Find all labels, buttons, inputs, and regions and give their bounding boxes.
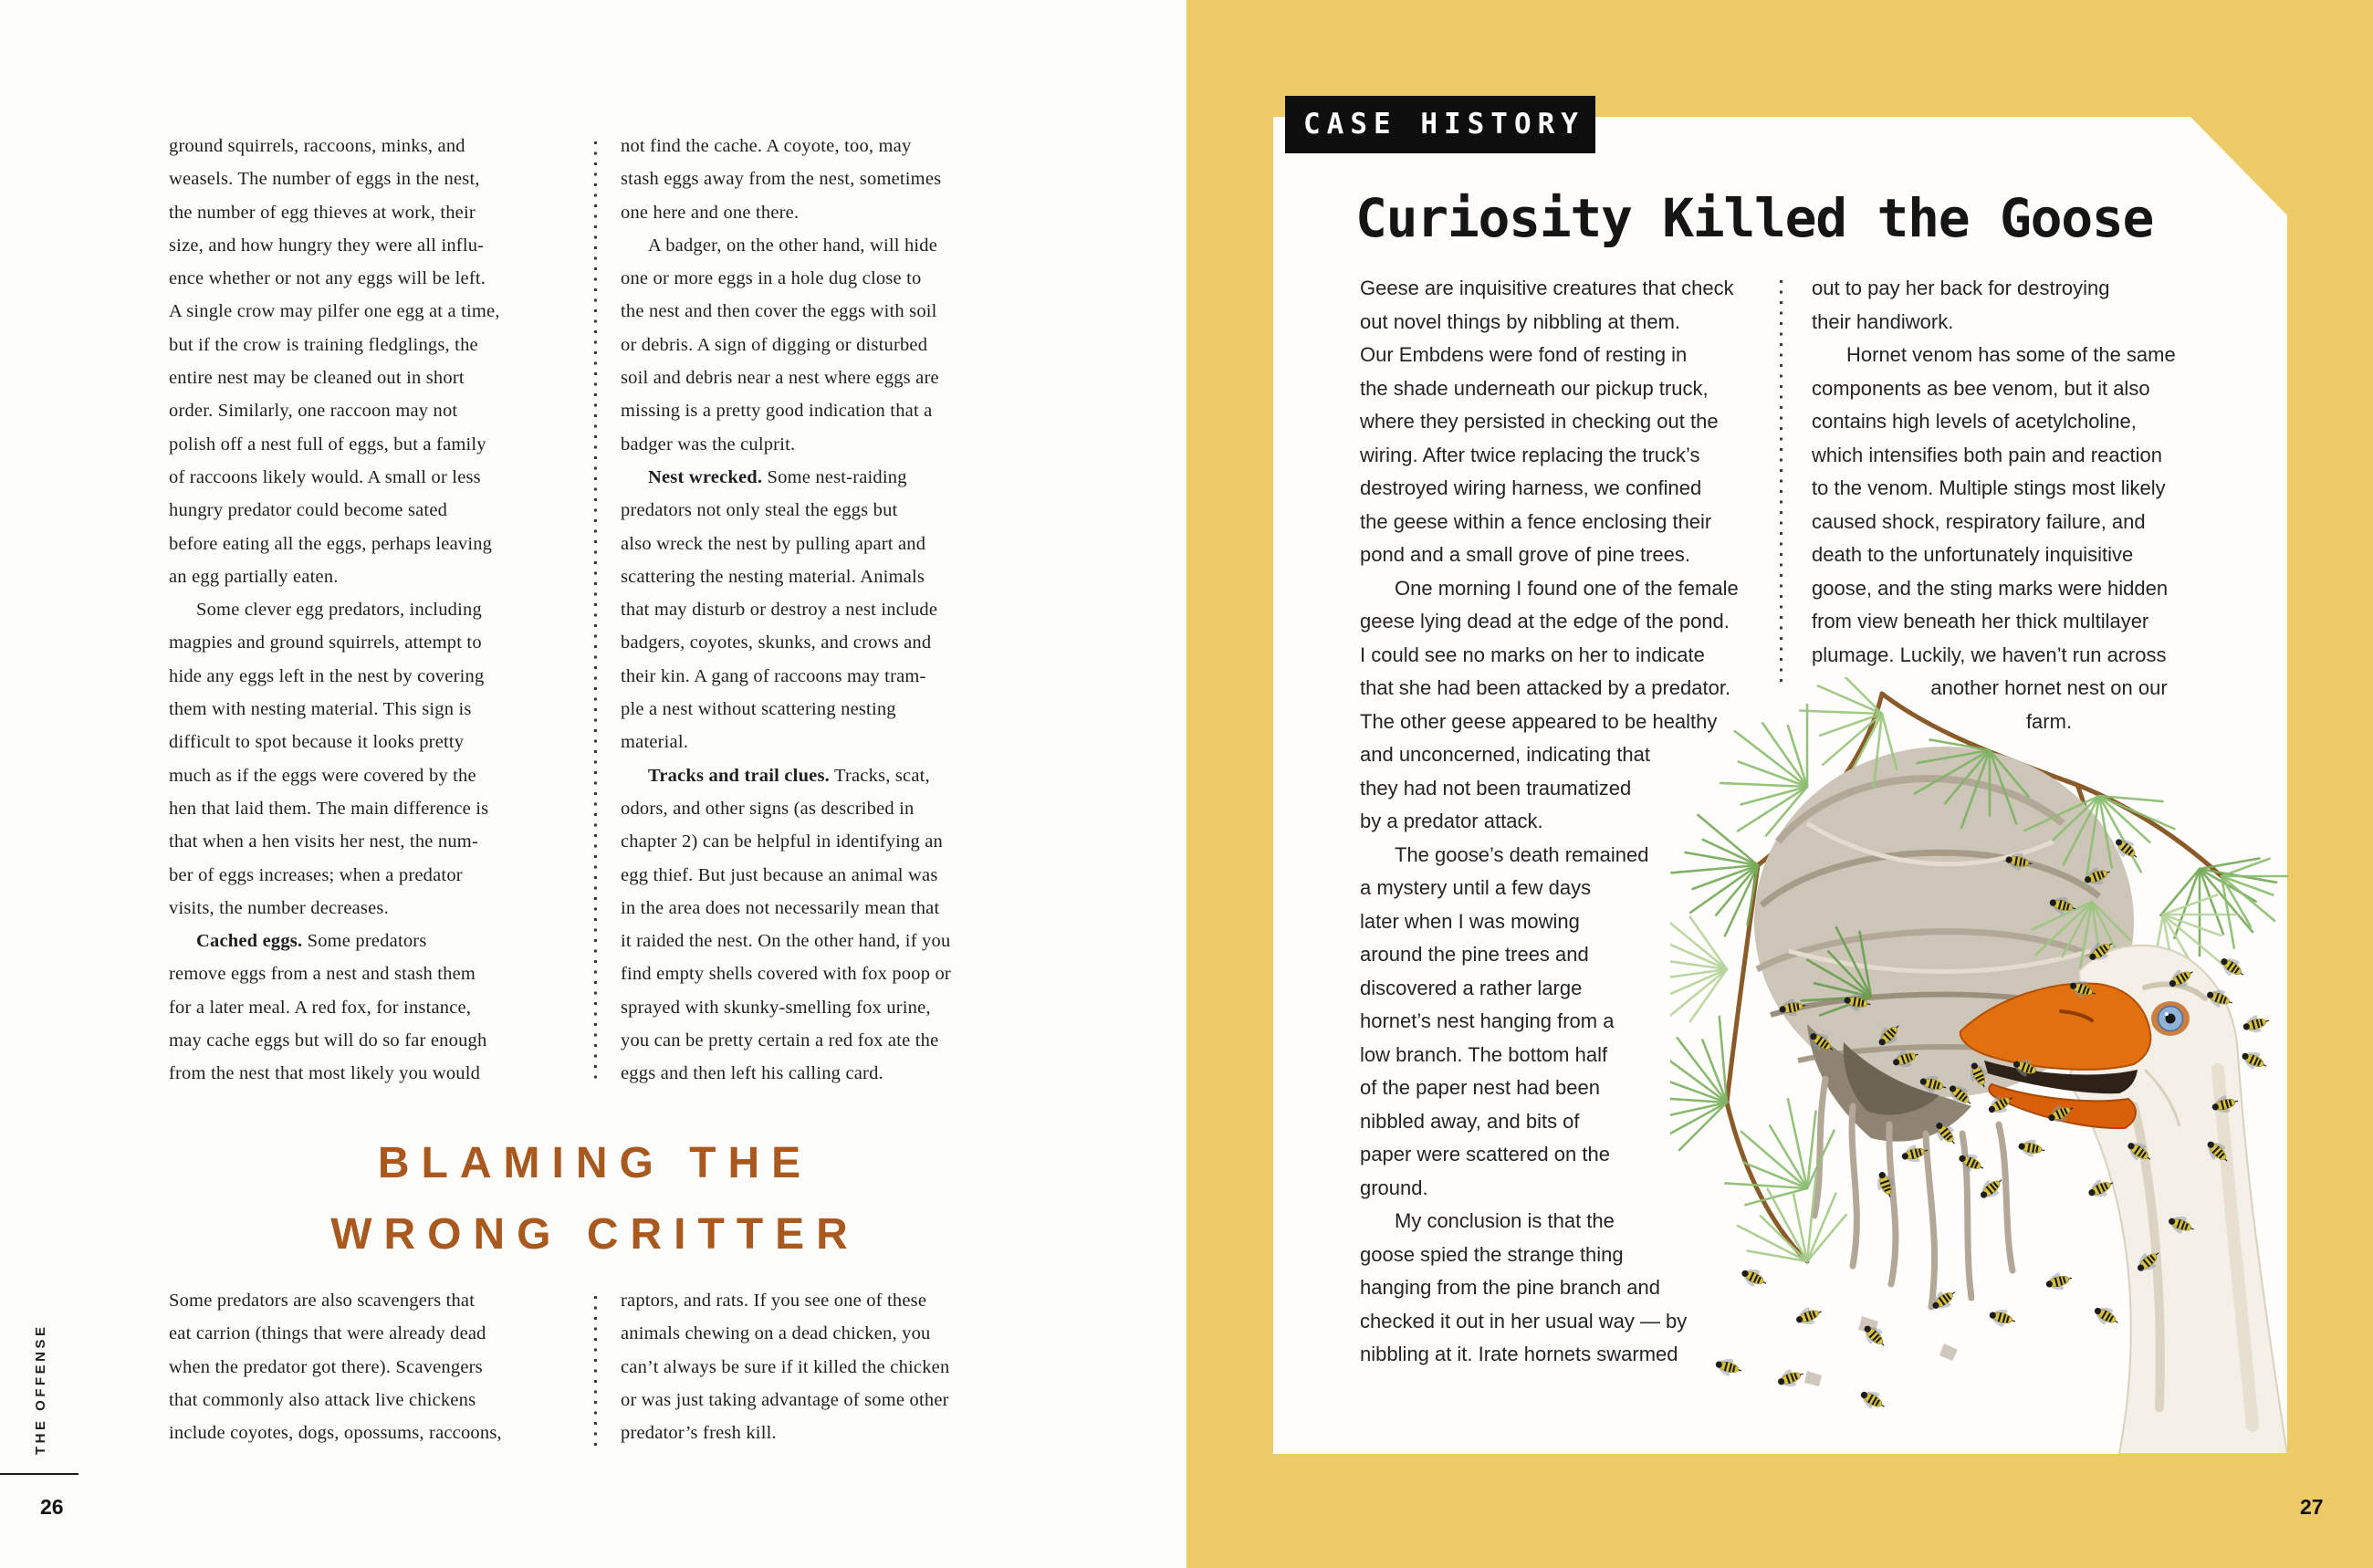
text-line: Geese are inquisitive creatures that check (1360, 277, 1734, 299)
text-line: and unconcerned, indicating that (1360, 743, 1651, 766)
text-line: not find the cache. A coyote, too, may (621, 136, 912, 156)
text-line: chapter 2) can be helpful in identifying an (621, 831, 943, 852)
text-line: out to pay her back for destroying (1812, 277, 2110, 299)
text-line: remove eggs from a nest and stash them (169, 964, 476, 985)
text-line: hide any eggs left in the nest by covering (169, 665, 485, 686)
text-line: badger was the culprit. (621, 434, 796, 455)
text-line: where they persisted in checking out the (1360, 410, 1719, 433)
text-line: caused shock, respiratory failure, and (1812, 509, 2146, 533)
text-line: animals chewing on a dead chicken, you (621, 1323, 931, 1344)
text-line: contains high levels of acetylcholine, (1812, 410, 2137, 433)
text-line: nibbled away, and bits of (1360, 1109, 1580, 1133)
text-line: the number of egg thieves at work, their (169, 202, 476, 223)
text-line: which intensifies both pain and reaction (1812, 443, 2163, 466)
text-line: by a predator attack. (1360, 810, 1543, 832)
text-line: that may disturb or destroy a nest include (621, 600, 938, 621)
text-line: goose spied the strange thing (1360, 1242, 1624, 1266)
text-line: predators not only steal the eggs but (621, 500, 898, 521)
text-line: find empty shells covered with fox poop or (621, 964, 951, 985)
case-column-1 (1360, 272, 1765, 1372)
hornet (2241, 1010, 2272, 1038)
text-line: but if the crow is training fledglings, the (169, 334, 478, 355)
text-line: missing is a pretty good indication that a (621, 401, 933, 422)
text-line: size, and how hungry they were all influ- (169, 235, 485, 256)
text-line: The other geese appeared to be healthy (1360, 709, 1718, 733)
goose-eye (2151, 1001, 2190, 1036)
text-line: or was just taking advantage of some other (621, 1389, 949, 1410)
text-line: the nest and then cover the eggs with soil (621, 301, 937, 322)
text-line: difficult to spot because it looks pretty (169, 732, 465, 753)
page-number-left: 26 (40, 1495, 64, 1519)
chapter-spine-label: THE OFFENSE (33, 1323, 48, 1455)
text-line: discovered a rather large (1360, 976, 1583, 999)
text-line: one here and one there. (621, 202, 800, 223)
text-line: ence whether or not any eggs will be left. (169, 268, 486, 289)
text-line: A single crow may pilfer one egg at a time, (169, 301, 500, 322)
text-line: hanging from the pine branch and (1360, 1276, 1661, 1299)
hornet (1987, 1304, 2018, 1332)
text-line: hen that laid them. The main difference is (169, 798, 489, 819)
text-line: plumage. Luckily, we haven’t run across (1812, 643, 2167, 666)
text-line: ple a nest without scattering nesting (621, 699, 896, 720)
text-line: another hornet nest on our (1930, 676, 2168, 699)
text-line: also wreck the nest by pulling apart and (621, 533, 926, 554)
left-top-column-2 (621, 130, 1026, 1091)
page-left (0, 0, 1186, 1568)
text-line: My conclusion is that the (1395, 1209, 1615, 1232)
text-line: badgers, coyotes, skunks, and crows and (621, 632, 932, 653)
text-line: eat carrion (things that were already dead (169, 1323, 486, 1344)
text-line: Some clever egg predators, including (196, 600, 482, 621)
text-line: odors, and other signs (as described in (621, 798, 915, 819)
text-line: death to the unfortunately inquisitive (1812, 543, 2134, 566)
case-column-2 (1812, 272, 2217, 738)
text-line: raptors, and rats. If you see one of these (621, 1291, 927, 1311)
hornet (2017, 1135, 2047, 1161)
text-line: their kin. A gang of raccoons may tram- (621, 665, 926, 686)
text-line: one or more eggs in a hole dug close to (621, 268, 922, 289)
text-line: magpies and ground squirrels, attempt to (169, 632, 482, 653)
text-line: geese lying dead at the edge of the pond. (1360, 610, 1730, 632)
paper-bit (1939, 1343, 1958, 1361)
text-line: egg thief. But just because an animal was (621, 864, 938, 885)
text-line: when the predator got there). Scavengers (169, 1356, 483, 1377)
case-history-title: Curiosity Killed the Goose (1355, 187, 2154, 249)
text-line: of raccoons likely would. A small or less (169, 466, 481, 487)
text-line: that commonly also attack live chickens (169, 1389, 476, 1410)
text-line: Some predators are also scavengers that (169, 1291, 476, 1311)
text-line: them with nesting material. This sign is (169, 699, 472, 720)
left-bottom-column-2 (621, 1284, 1026, 1449)
left-bottom-column-1 (169, 1284, 574, 1449)
text-line: weasels. The number of eggs in the nest, (169, 169, 480, 190)
text-line: it raided the nest. On the other hand, if you (621, 931, 951, 952)
hornet (1856, 1385, 1890, 1416)
section-heading-line2: WRONG CRITTER (330, 1210, 860, 1259)
text-line: wiring. After twice replacing the truck’s (1360, 443, 1700, 466)
text-line: destroyed wiring harness, we confined (1360, 476, 1702, 499)
text-line: soil and debris near a nest where eggs are (621, 368, 939, 389)
text-line: entire nest may be cleaned out in short (169, 368, 465, 389)
text-line: hornet’s nest hanging from a (1360, 1009, 1615, 1032)
text-line: in the area does not necessarily mean that (621, 897, 940, 918)
text-line: from the nest that most likely you would (169, 1063, 481, 1084)
text-line: from view beneath her thick multilayer (1812, 610, 2149, 632)
text-line: may cache eggs but will do so far enough (169, 1030, 487, 1051)
column-divider-dotted (594, 1296, 597, 1449)
text-line: I could see no marks on her to indicate (1360, 643, 1705, 666)
text-line: ground. (1360, 1176, 1428, 1199)
text-line: paper were scattered on the (1360, 1143, 1610, 1166)
text-line: The goose’s death remained (1395, 842, 1649, 866)
text-line: nibbling at it. Irate hornets swarmed (1360, 1343, 1678, 1365)
text-line: you can be pretty certain a red fox ate the (621, 1030, 939, 1051)
hornet (1955, 1147, 1988, 1177)
column-divider-dotted (594, 141, 597, 1080)
text-line: goose, and the sting marks were hidden (1812, 576, 2169, 600)
text-line: predator’s fresh kill. (621, 1423, 777, 1444)
text-line: to the venom. Multiple stings most likely (1812, 476, 2166, 499)
text-line: checked it out in her usual way — by (1360, 1309, 1688, 1333)
text-line: Hornet venom has some of the same (1846, 343, 2176, 366)
hornet (1793, 1301, 1824, 1330)
footer-rule (0, 1473, 78, 1475)
section-heading-line1: BLAMING THE (377, 1139, 813, 1187)
case-history-label: CASE HISTORY (1285, 96, 1595, 153)
text-line: eggs and then left his calling card. (621, 1063, 883, 1084)
text-line: ground squirrels, raccoons, minks, and (169, 136, 465, 156)
left-top-column-1 (169, 130, 574, 1091)
text-line: stash eggs away from the nest, sometimes (621, 169, 942, 190)
page-number-right: 27 (2300, 1495, 2324, 1519)
column-divider-dotted (1780, 280, 1782, 685)
text-line: their handiwork. (1812, 309, 1954, 333)
hornet (1774, 1364, 1806, 1392)
text-line: Nest wrecked. Some nest-raiding (648, 466, 907, 487)
text-line: much as if the eggs were covered by the (169, 765, 476, 786)
section-heading (167, 1128, 1023, 1270)
text-line: order. Similarly, one raccoon may not (169, 401, 458, 422)
text-line: material. (621, 732, 689, 753)
text-line: Our Embdens were fond of resting in (1360, 343, 1688, 366)
hornet (2090, 1301, 2124, 1332)
text-line: of the paper nest had been (1360, 1076, 1600, 1099)
text-line: Tracks and trail clues. Tracks, scat, (648, 765, 930, 786)
text-line: scattering the nesting material. Animals (621, 566, 925, 587)
text-line: that she had been attacked by a predator. (1360, 676, 1731, 699)
text-line: a mystery until a few days (1360, 876, 1592, 899)
paper-bit (1804, 1371, 1822, 1386)
text-line: around the pine trees and (1360, 943, 1589, 966)
text-line: farm. (2025, 709, 2073, 733)
text-line: or debris. A sign of digging or disturbed (621, 334, 928, 355)
text-line: can’t always be sure if it killed the chicken (621, 1356, 950, 1377)
text-line: components as bee venom, but it also (1812, 376, 2150, 400)
hornet (2044, 1268, 2075, 1295)
hornet (2238, 1045, 2271, 1075)
text-line: out novel things by nibbling at them. (1360, 309, 1681, 333)
hornet (2215, 951, 2249, 983)
text-line: sprayed with skunky-smelling fox urine, (621, 997, 931, 1018)
text-line: for a later meal. A red fox, for instance, (169, 997, 472, 1018)
text-line: low branch. The bottom half (1360, 1042, 1608, 1066)
text-line: the shade underneath our pickup truck, (1360, 376, 1709, 400)
text-line: the geese within a fence enclosing their (1360, 509, 1712, 533)
text-line: before eating all the eggs, perhaps leaving (169, 533, 493, 554)
text-line: Cached eggs. Some predators (196, 931, 427, 952)
text-line: One morning I found one of the female (1395, 576, 1739, 600)
text-line: later when I was mowing (1360, 909, 1580, 933)
text-line: polish off a nest full of eggs, but a family (169, 434, 486, 455)
text-line: they had not been traumatized (1360, 776, 1632, 800)
text-line: that when a hen visits her nest, the num- (169, 831, 478, 852)
text-line: visits, the number decreases. (169, 897, 389, 918)
text-line: A badger, on the other hand, will hide (648, 235, 938, 256)
text-line: pond and a small grove of pine trees. (1360, 543, 1691, 566)
text-line: include coyotes, dogs, opossums, raccoons, (169, 1423, 502, 1444)
text-line: an egg partially eaten. (169, 566, 339, 587)
text-line: hungry predator could become sated (169, 500, 448, 521)
text-line: ber of eggs increases; when a predator (169, 864, 463, 885)
